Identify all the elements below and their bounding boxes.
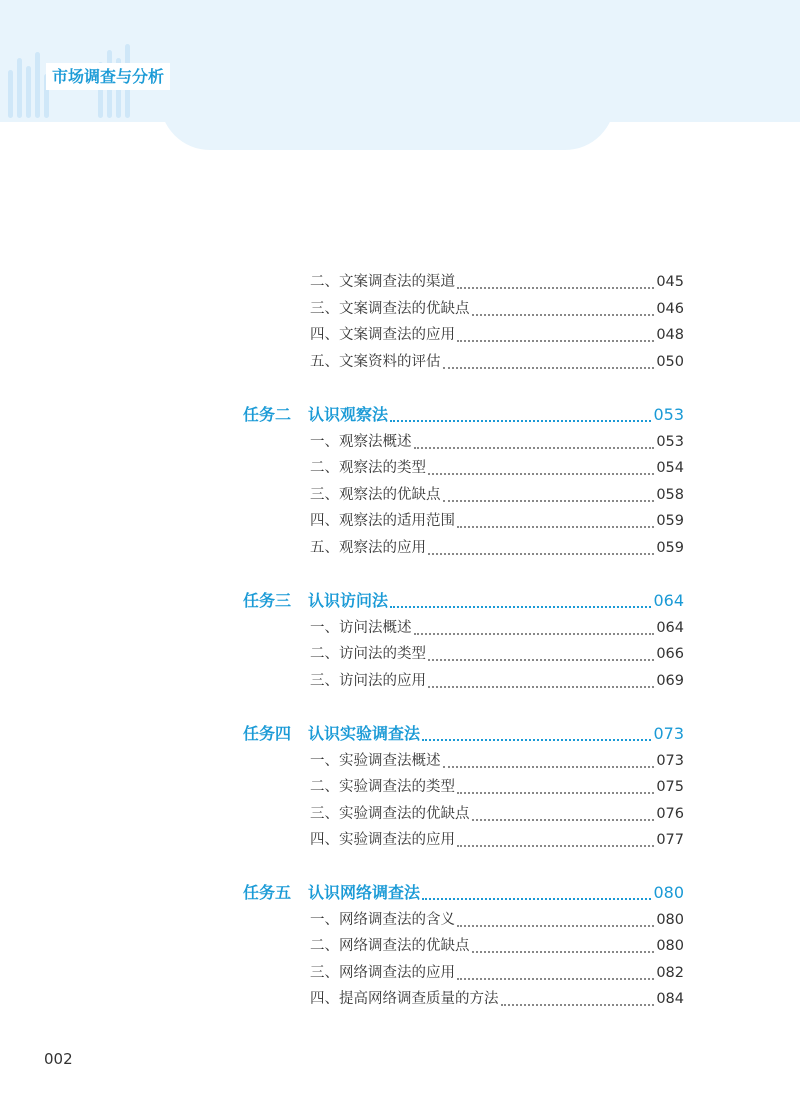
toc-entry-title: 四、观察法的适用范围 <box>310 513 455 529</box>
dot-leader <box>390 419 651 422</box>
toc-entry[interactable] <box>310 907 684 933</box>
toc-entry[interactable] <box>310 429 684 455</box>
toc-entry[interactable] <box>310 933 684 959</box>
toc-page-number: 075 <box>656 779 684 795</box>
toc-entry[interactable] <box>310 827 684 853</box>
dot-leader <box>443 765 655 768</box>
toc-entry[interactable] <box>310 615 684 641</box>
toc-task-entry[interactable] <box>243 880 684 906</box>
toc-page-number: 077 <box>656 832 684 848</box>
toc-entry-title: 认识实验调查法 <box>308 724 421 743</box>
toc-entry-title: 三、访问法的应用 <box>310 673 426 689</box>
dot-leader <box>422 897 651 900</box>
toc-entry[interactable] <box>310 508 684 534</box>
dot-leader <box>457 844 654 847</box>
dot-leader <box>457 525 654 528</box>
dot-leader <box>457 286 654 289</box>
toc-entry-title: 认识网络调查法 <box>308 883 421 902</box>
toc-page-number: 064 <box>656 620 684 636</box>
toc-page-number: 045 <box>656 274 684 290</box>
toc-entry-title: 二、网络调查法的优缺点 <box>310 938 470 954</box>
dot-leader <box>443 499 655 502</box>
toc-entry[interactable] <box>310 986 684 1012</box>
toc-entry-title: 五、文案资料的评估 <box>310 354 441 370</box>
toc-entry-title: 四、实验调查法的应用 <box>310 832 455 848</box>
toc-entry-title: 一、观察法概述 <box>310 434 412 450</box>
dot-leader <box>428 472 654 475</box>
toc-entry[interactable] <box>310 801 684 827</box>
toc-page-number: 048 <box>656 327 684 343</box>
toc-page-number: 054 <box>656 460 684 476</box>
dot-leader <box>428 658 654 661</box>
toc-task-entry[interactable] <box>243 588 684 614</box>
toc-page-number: 066 <box>656 646 684 662</box>
toc-page-number: 080 <box>656 938 684 954</box>
toc-entry-title: 四、文案调查法的应用 <box>310 327 455 343</box>
dot-leader <box>428 552 654 555</box>
toc-page-number: 073 <box>653 724 684 743</box>
toc-entry[interactable] <box>310 455 684 481</box>
toc-entry-title: 一、实验调查法概述 <box>310 753 441 769</box>
toc-entry-title: 三、观察法的优缺点 <box>310 487 441 503</box>
toc-page-number: 080 <box>653 883 684 902</box>
dot-leader <box>428 685 654 688</box>
toc-page-number: 080 <box>656 912 684 928</box>
toc-entry-title: 四、提高网络调查质量的方法 <box>310 991 499 1007</box>
toc-entry[interactable] <box>310 774 684 800</box>
toc-entry-title: 三、实验调查法的优缺点 <box>310 806 470 822</box>
toc-task-entry[interactable] <box>243 721 684 747</box>
toc-page-number: 084 <box>656 991 684 1007</box>
toc-entry[interactable] <box>310 482 684 508</box>
toc-entry-title: 三、文案调查法的优缺点 <box>310 301 470 317</box>
toc-entry-title: 二、文案调查法的渠道 <box>310 274 455 290</box>
toc-entry-title: 五、观察法的应用 <box>310 540 426 556</box>
toc-task-entry[interactable] <box>243 402 684 428</box>
toc-entry-title: 二、实验调查法的类型 <box>310 779 455 795</box>
toc-page-number: 053 <box>656 434 684 450</box>
toc-entry-title: 二、观察法的类型 <box>310 460 426 476</box>
toc-entry[interactable] <box>310 269 684 295</box>
toc-task-label: 任务三 <box>243 591 292 610</box>
dot-leader <box>390 605 651 608</box>
toc-entry[interactable] <box>310 322 684 348</box>
dot-leader <box>422 738 651 741</box>
book-title: 市场调查与分析 <box>46 63 170 90</box>
toc-page-number: 050 <box>656 354 684 370</box>
toc-page-number: 069 <box>656 673 684 689</box>
dot-leader <box>457 791 654 794</box>
dot-leader <box>472 313 655 316</box>
header-tab-shape <box>160 100 615 150</box>
toc-task-label: 任务四 <box>243 724 292 743</box>
toc-task-label: 任务二 <box>243 405 292 424</box>
toc-entry-title: 一、网络调查法的含义 <box>310 912 455 928</box>
toc-entry[interactable] <box>310 296 684 322</box>
dot-leader <box>457 977 654 980</box>
toc-entry[interactable] <box>310 960 684 986</box>
dot-leader <box>501 1003 655 1006</box>
toc-page-number: 053 <box>653 405 684 424</box>
toc-entry[interactable] <box>310 535 684 561</box>
toc-task-label: 任务五 <box>243 883 292 902</box>
toc-page-number: 076 <box>656 806 684 822</box>
toc-page-number: 058 <box>656 487 684 503</box>
toc-entry-title: 三、网络调查法的应用 <box>310 965 455 981</box>
toc-entry-title: 认识观察法 <box>308 405 389 424</box>
toc-entry-title: 二、访问法的类型 <box>310 646 426 662</box>
dot-leader <box>443 366 655 369</box>
toc-page-number: 073 <box>656 753 684 769</box>
dot-leader <box>472 950 655 953</box>
toc-page-number: 064 <box>653 591 684 610</box>
toc-page-number: 046 <box>656 301 684 317</box>
toc-entry-title: 一、访问法概述 <box>310 620 412 636</box>
dot-leader <box>457 339 654 342</box>
toc-entry[interactable] <box>310 668 684 694</box>
toc-page-number: 059 <box>656 540 684 556</box>
toc-entry[interactable] <box>310 748 684 774</box>
dot-leader <box>472 818 655 821</box>
page-number: 002 <box>44 1050 73 1068</box>
toc-page-number: 082 <box>656 965 684 981</box>
dot-leader <box>457 924 654 927</box>
toc-entry[interactable] <box>310 349 684 375</box>
dot-leader <box>414 446 655 449</box>
toc-entry-title: 认识访问法 <box>308 591 389 610</box>
toc-entry[interactable] <box>310 641 684 667</box>
dot-leader <box>414 632 655 635</box>
toc-page-number: 059 <box>656 513 684 529</box>
